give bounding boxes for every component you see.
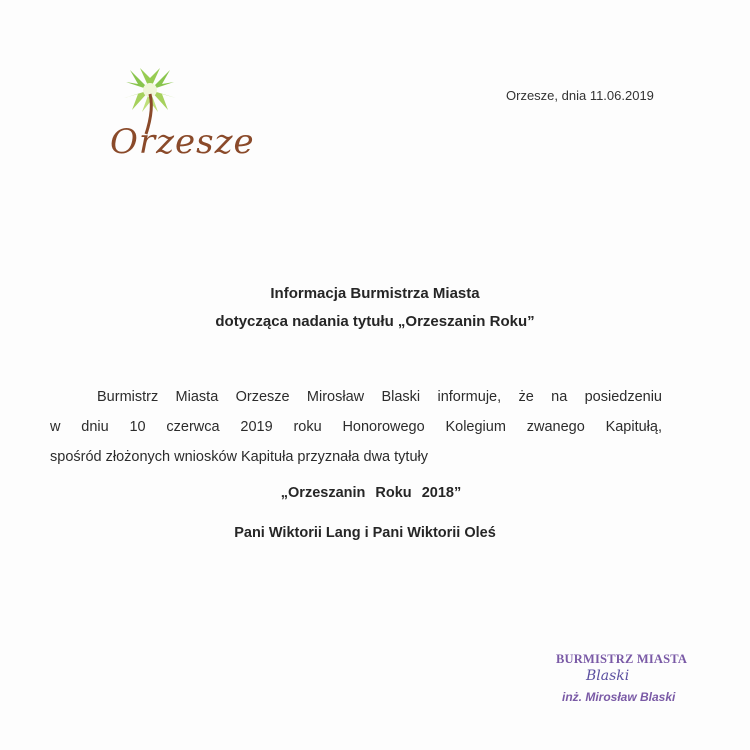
stamp-title: BURMISTRZ MIASTA (556, 652, 688, 666)
award-title: „Orzeszanin Roku 2018” (280, 485, 462, 501)
stamp-name: inż. Mirosław Blaski (562, 690, 676, 704)
body-paragraph-line-2: w dniu 10 czerwca 2019 roku Honorowego Kolegium zwanego Kapitułą, (50, 419, 662, 435)
body-paragraph-line-3: spośród złożonych wniosków Kapituła przyznała dwa tytuły (50, 449, 428, 465)
city-logo (92, 52, 272, 172)
award-recipients: Pani Wiktorii Lang i Pani Wiktorii Oleś (234, 525, 496, 541)
date-line: Orzesze, dnia 11.06.2019 (506, 88, 654, 103)
body-paragraph-line-1: Burmistrz Miasta Orzesze Mirosław Blaski informuje, że na posiedzeniu (97, 389, 662, 405)
logo-wordmark: Orzesze (110, 122, 255, 162)
document-title-line-1: Informacja Burmistrza Miasta (270, 285, 480, 302)
mayor-stamp (556, 652, 706, 712)
handwritten-signature: Blaski (586, 668, 630, 684)
document-title-line-2: dotycząca nadania tytułu „Orzeszanin Roku” (215, 313, 535, 330)
